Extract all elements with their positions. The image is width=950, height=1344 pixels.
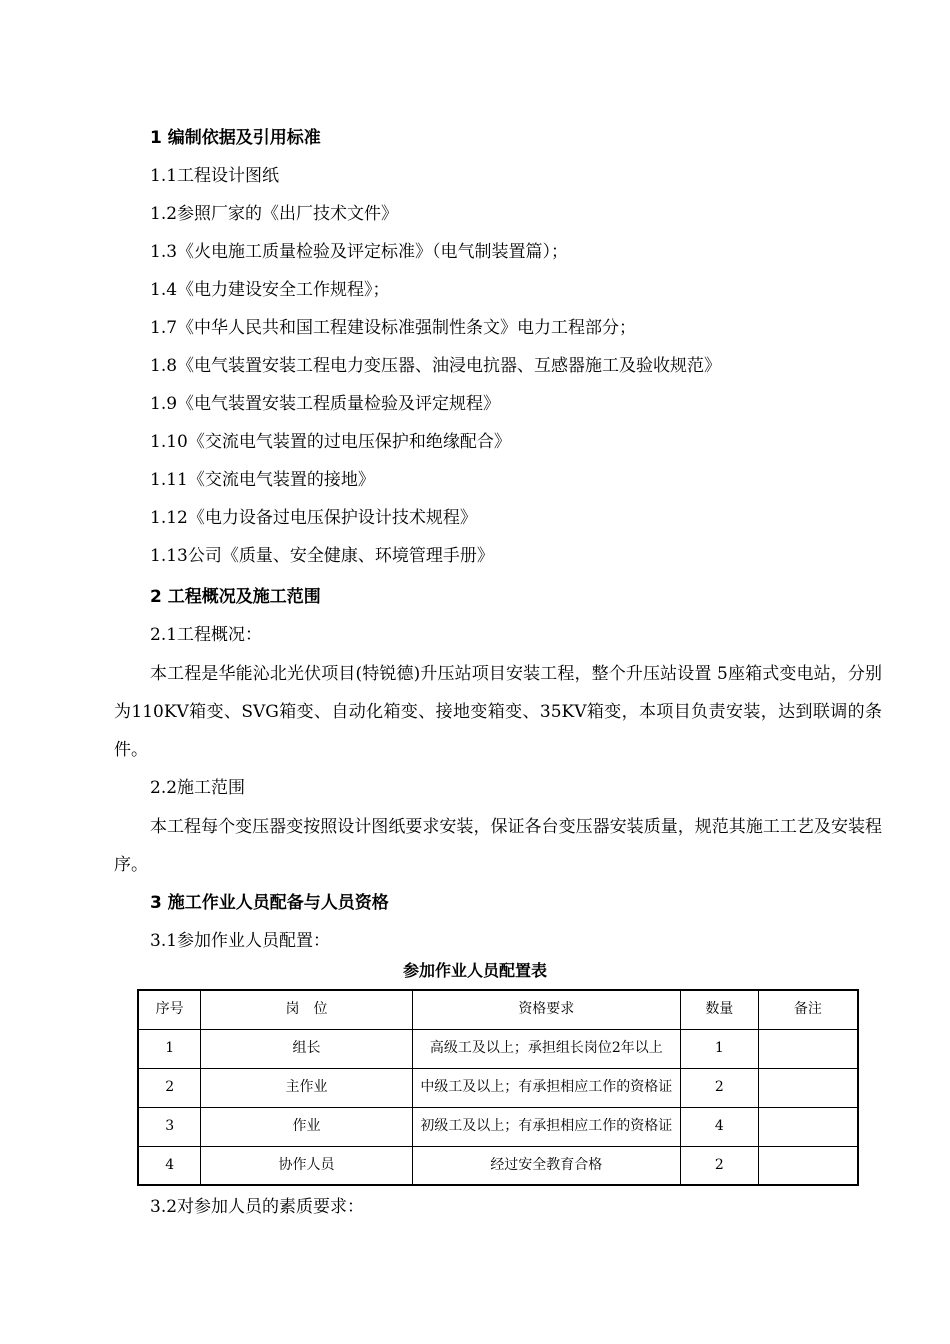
section-3-heading: 3 施工作业人员配备与人员资格 <box>150 893 389 913</box>
table-cell: 4 <box>680 1107 758 1146</box>
table-cell: 2 <box>680 1068 758 1107</box>
subsection-title: 3.1参加作业人员配置： <box>150 931 331 951</box>
header-cell: 序号 <box>138 990 201 1029</box>
reference-item: 1.3《火电施工质量检验及评定标准》（电气制装置篇）； <box>150 242 569 262</box>
header-cell: 资格要求 <box>412 990 680 1029</box>
table-cell: 2 <box>138 1068 201 1107</box>
construction-scope-paragraph: 本工程每个变压器变按照设计图纸要求安装，保证各台变压器安装质量，规范其施工工艺及安装程序。 <box>114 817 882 875</box>
table-cell: 4 <box>138 1146 201 1185</box>
table-cell <box>758 1146 858 1185</box>
table-cell: 协作人员 <box>201 1146 412 1185</box>
reference-item: 1.9《电气装置安装工程质量检验及评定规程》 <box>150 394 501 414</box>
table-cell: 初级工及以上；有承担相应工作的资格证 <box>412 1107 680 1146</box>
reference-item: 1.12《电力设备过电压保护设计技术规程》 <box>150 508 477 528</box>
table-cell <box>758 1029 858 1068</box>
table-cell <box>758 1068 858 1107</box>
project-overview-paragraph: 本工程是华能沁北光伏项目(特锐德)升压站项目安装工程，整个升压站设置 5座箱式变电站，分别为110KV箱变、SVG箱变、自动化箱变、接地变箱变、35KV箱变，本项目负责安装，达到联调的条件。 <box>114 664 882 760</box>
reference-item: 1.4《电力建设安全工作规程》； <box>150 280 390 300</box>
table-cell: 经过安全教育合格 <box>412 1146 680 1185</box>
table-cell: 组长 <box>201 1029 412 1068</box>
table-header-row <box>138 990 858 1029</box>
staffing-table <box>137 989 859 1186</box>
subsection-title: 3.2对参加人员的素质要求： <box>150 1197 365 1217</box>
section-2-heading: 2 工程概况及施工范围 <box>150 587 321 607</box>
header-cell: 数量 <box>680 990 758 1029</box>
table-cell: 高级工及以上；承担组长岗位2年以上 <box>412 1029 680 1068</box>
table-row <box>138 1107 858 1146</box>
reference-item: 1.7《中华人民共和国工程建设标准强制性条文》电力工程部分； <box>150 318 637 338</box>
section-1-heading: 1 编制依据及引用标准 <box>150 128 321 148</box>
table-cell <box>758 1107 858 1146</box>
table-caption: 参加作业人员配置表 <box>402 961 547 980</box>
header-cell: 岗 位 <box>201 990 412 1029</box>
table-cell: 1 <box>138 1029 201 1068</box>
table-cell: 主作业 <box>201 1068 412 1107</box>
table-row <box>138 1068 858 1107</box>
subsection-title: 2.2施工范围 <box>150 778 246 798</box>
table-cell: 1 <box>680 1029 758 1068</box>
reference-item: 1.11《交流电气装置的接地》 <box>150 470 375 490</box>
table-cell: 中级工及以上；有承担相应工作的资格证 <box>412 1068 680 1107</box>
reference-item: 1.10《交流电气装置的过电压保护和绝缘配合》 <box>150 432 511 452</box>
table-row <box>138 1029 858 1068</box>
reference-item: 1.13公司《质量、安全健康、环境管理手册》 <box>150 546 494 566</box>
table-cell: 作业 <box>201 1107 412 1146</box>
reference-item: 1.8《电气装置安装工程电力变压器、油浸电抗器、互感器施工及验收规范》 <box>150 356 722 376</box>
table-cell: 2 <box>680 1146 758 1185</box>
subsection-title: 2.1工程概况： <box>150 625 263 645</box>
reference-item: 1.2参照厂家的《出厂技术文件》 <box>150 204 399 224</box>
table-row <box>138 1146 858 1185</box>
reference-item: 1.1工程设计图纸 <box>150 166 280 186</box>
header-cell: 备注 <box>758 990 858 1029</box>
table-cell: 3 <box>138 1107 201 1146</box>
